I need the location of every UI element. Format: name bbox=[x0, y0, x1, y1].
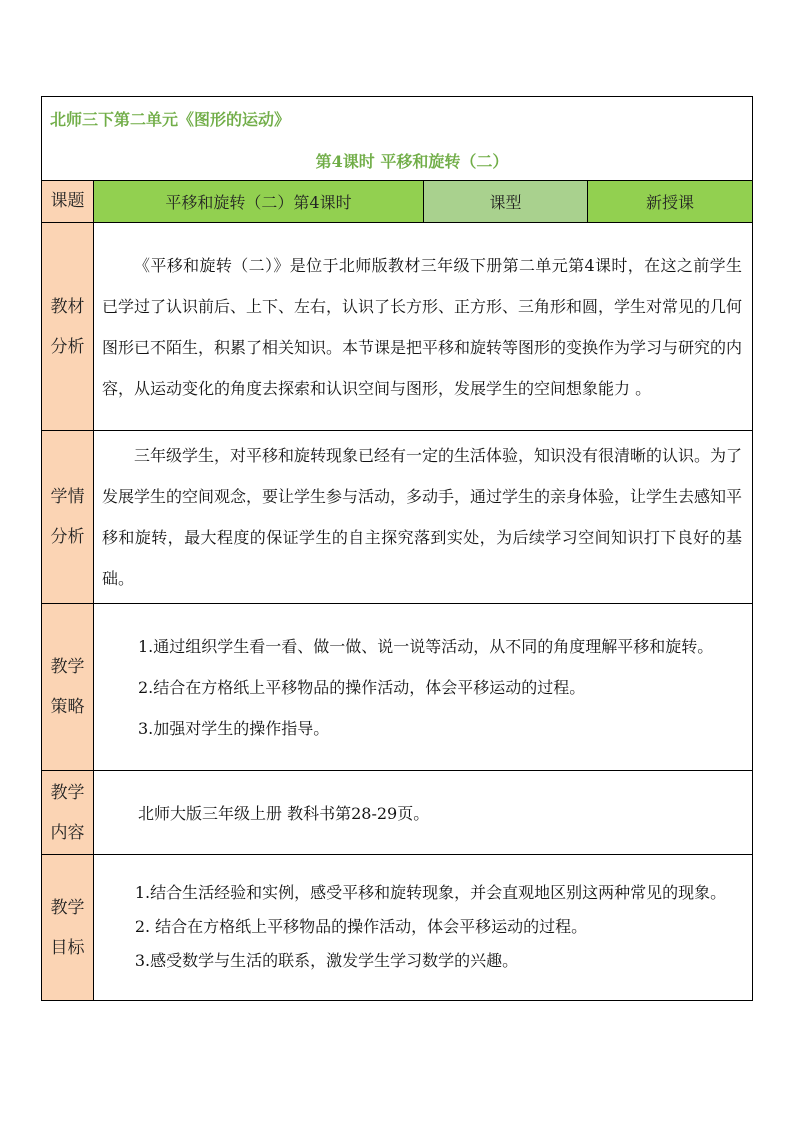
teaching-content-text: 北师大版三年级上册 教科书第28-29页。 bbox=[94, 771, 753, 855]
label-line: 分析 bbox=[50, 336, 85, 357]
teaching-strategy-row bbox=[42, 604, 753, 771]
goal-item: 3.感受数学与生活的联系，激发学生学习数学的兴趣。 bbox=[134, 950, 519, 970]
teaching-strategy-label bbox=[42, 604, 94, 771]
header-row bbox=[42, 97, 753, 181]
teaching-goals-row bbox=[42, 855, 753, 1001]
label-line: 教材 bbox=[50, 296, 85, 317]
teaching-strategy-list bbox=[94, 604, 753, 771]
teaching-goals-list bbox=[94, 855, 753, 1001]
student-analysis-label bbox=[42, 431, 94, 604]
lesson-type-value: 新授课 bbox=[588, 181, 753, 223]
topic-label: 课题 bbox=[42, 181, 94, 223]
lesson-title: 第4课时 平移和旋转（二） bbox=[315, 152, 509, 171]
label-line: 分析 bbox=[50, 527, 85, 547]
textbook-analysis-label bbox=[42, 223, 94, 431]
strategy-item: 1.通过组织学生看一看、做一做、说一说等活动，从不同的角度理解平移和旋转。 bbox=[138, 636, 714, 656]
teaching-content-label bbox=[42, 771, 94, 855]
goal-item: 1.结合生活经验和实例，感受平移和旋转现象，并会直观地区别这两种常见的现象。 bbox=[134, 882, 727, 902]
unit-title: 北师三下第二单元《图形的运动》 bbox=[50, 110, 291, 129]
label-line: 目标 bbox=[50, 937, 85, 958]
header-cell bbox=[42, 97, 753, 181]
strategy-item: 3.加强对学生的操作指导。 bbox=[138, 718, 330, 738]
student-analysis-text: 三年级学生，对平移和旋转现象已经有一定的生活体验，知识没有很清晰的认识。为了发展学生的空间观念，要让学生参与活动，多动手，通过学生的亲身体验，让学生去感知平移和旋转，最大程度的保证学生的自主探究落到实处，为后续学习空间知识打下良好的基础。 bbox=[94, 431, 753, 604]
student-analysis-row bbox=[42, 431, 753, 604]
topic-row bbox=[42, 181, 753, 223]
goal-item: 2. 结合在方格纸上平移物品的操作活动，体会平移运动的过程。 bbox=[134, 916, 588, 936]
teaching-goals-label bbox=[42, 855, 94, 1001]
label-line: 策略 bbox=[50, 697, 85, 717]
teaching-content-row bbox=[42, 771, 753, 855]
textbook-analysis-row bbox=[42, 223, 753, 431]
label-line: 教学 bbox=[50, 657, 85, 677]
label-line: 教学 bbox=[50, 897, 85, 918]
label-line: 教学 bbox=[50, 782, 85, 803]
topic-value: 平移和旋转（二）第4课时 bbox=[94, 181, 424, 223]
strategy-item: 2.结合在方格纸上平移物品的操作活动，体会平移运动的过程。 bbox=[138, 677, 586, 697]
lesson-plan-table bbox=[41, 96, 753, 1001]
lesson-type-label: 课型 bbox=[424, 181, 588, 223]
textbook-analysis-text: 《平移和旋转（二）》是位于北师版教材三年级下册第二单元第4课时，在这之前学生已学过了认识前后、上下、左右，认识了长方形、正方形、三角形和圆，学生对常见的几何图形已不陌生，积累了相关知识。本节课是把平移和旋转等图形的变换作为学习与研究的内容，从运动变化的角度去探索和认识空间与图形，发展学生的空间想象能力 。 bbox=[94, 223, 753, 431]
label-line: 学情 bbox=[50, 487, 85, 507]
label-line: 内容 bbox=[50, 822, 85, 843]
